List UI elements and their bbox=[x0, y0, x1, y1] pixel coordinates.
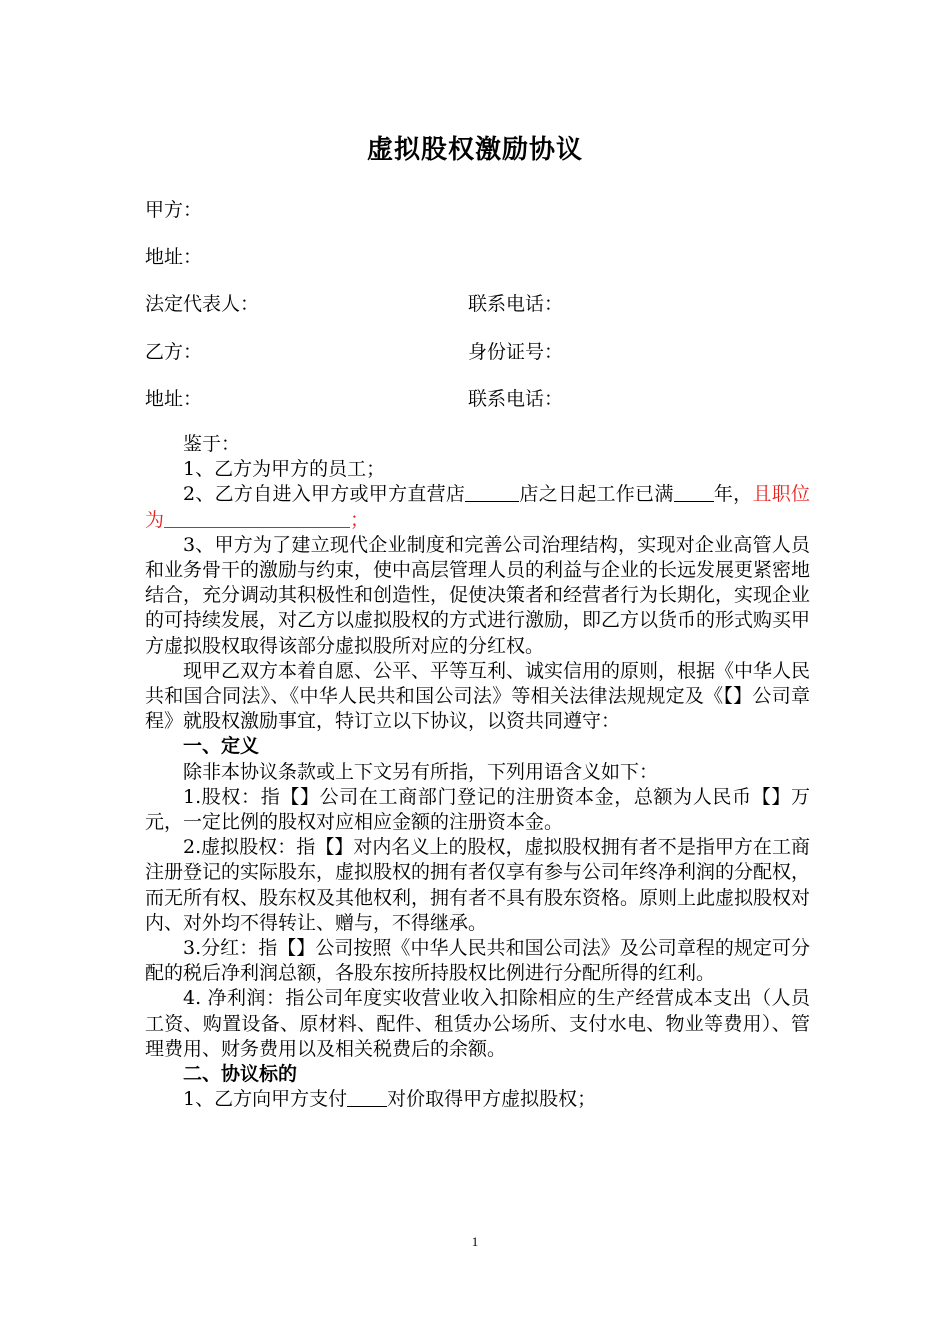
recital-2-part-a: 2、乙方自进入甲方或甲方直营店 bbox=[183, 483, 466, 506]
party-a-address-label: 地址： bbox=[145, 246, 203, 268]
clause-2-1-part-a: 1、乙方向甲方支付 bbox=[183, 1088, 348, 1111]
recital-2-part-c: 年， bbox=[713, 483, 753, 506]
definition-net-profit: 4. 净利润：指公司年度实收营业收入扣除相应的生产经营成本支出（人员工资、购置设备、原材料、配件、租赁办公场所、支付水电、物业等费用）、管理费用、财务费用以及相关税费后的余额。 bbox=[145, 987, 810, 1060]
section-1-intro: 除非本协议条款或上下文另有所指，下列用语含义如下： bbox=[183, 760, 659, 783]
party-b-label: 乙方： bbox=[145, 341, 203, 363]
position-label: 且职位为 bbox=[145, 483, 810, 531]
recital-1: 1、乙方为甲方的员工； bbox=[183, 458, 386, 481]
page-number: 1 bbox=[471, 1234, 479, 1249]
definition-dividend: 3.分红：指【】公司按照《中华人民共和国公司法》及公司章程的规定可分配的税后净利润总额，各股东按所持股权比例进行分配所得的红利。 bbox=[145, 937, 810, 985]
position-blank bbox=[164, 508, 350, 528]
position-end: ； bbox=[350, 508, 370, 531]
whereas-heading: 鉴于： bbox=[183, 433, 241, 455]
definition-virtual-equity: 2.虚拟股权：指【】对内名义上的股权，虚拟股权拥有者不是指甲方在工商注册登记的实际股东，虚拟股权的拥有者仅享有参与公司年终净利润的分配权，而无所有权、股东权及其他权利，拥有者不具有股东资格。原则上此虚拟股权对内、对外均不得转让、赠与，不得继承。 bbox=[145, 836, 811, 934]
agreement-body bbox=[145, 432, 810, 1112]
party-b-id-label: 身份证号： bbox=[468, 341, 564, 363]
definition-equity: 1.股权：指【】公司在工商部门登记的注册资本金，总额为人民币【】万元，一定比例的股权对应相应金额的注册资本金。 bbox=[145, 785, 810, 834]
recital-2 bbox=[145, 482, 810, 532]
clause-2-1-part-b: 对价取得甲方虚拟股权； bbox=[387, 1088, 597, 1111]
recital-3: 3、甲方为了建立现代企业制度和完善公司治理结构，实现对企业高管人员和业务骨干的激励与约束，使中高层管理人员的利益与企业的长远发展更紧密地结合，充分调动其积极性和创造性，促使决策者和经营者行为长期化，实现企业的可持续发展，对乙方以虚拟股权的方式进行激励，即乙方以货币的形式购买甲方虚拟股权取得该部分虚拟股所对应的分红权。 bbox=[145, 533, 811, 657]
party-a-label: 甲方： bbox=[145, 199, 203, 221]
section-2-heading: 二、协议标的 bbox=[183, 1063, 298, 1086]
legal-representative-label: 法定代表人： bbox=[145, 293, 260, 315]
clause-2-1 bbox=[145, 1087, 810, 1112]
recital-2-part-b: 店之日起工作已满 bbox=[519, 483, 674, 506]
party-b-phone-label: 联系电话： bbox=[468, 388, 564, 410]
document-title: 虚拟股权激励协议 bbox=[366, 135, 583, 165]
preamble: 现甲乙双方本着自愿、公平、平等互利、诚实信用的原则，根据《中华人民共和国合同法》、《中华人民共和国公司法》等相关法律法规规定及《【】公司章程》就股权激励事宜，特订立以下协议，以资共同遵守： bbox=[145, 659, 811, 733]
years-blank bbox=[674, 482, 714, 502]
section-1-heading: 一、定义 bbox=[183, 735, 260, 758]
party-b-address-label: 地址： bbox=[145, 388, 203, 410]
consideration-blank bbox=[347, 1087, 387, 1107]
store-blank bbox=[465, 482, 519, 502]
party-a-phone-label: 联系电话： bbox=[468, 293, 564, 315]
